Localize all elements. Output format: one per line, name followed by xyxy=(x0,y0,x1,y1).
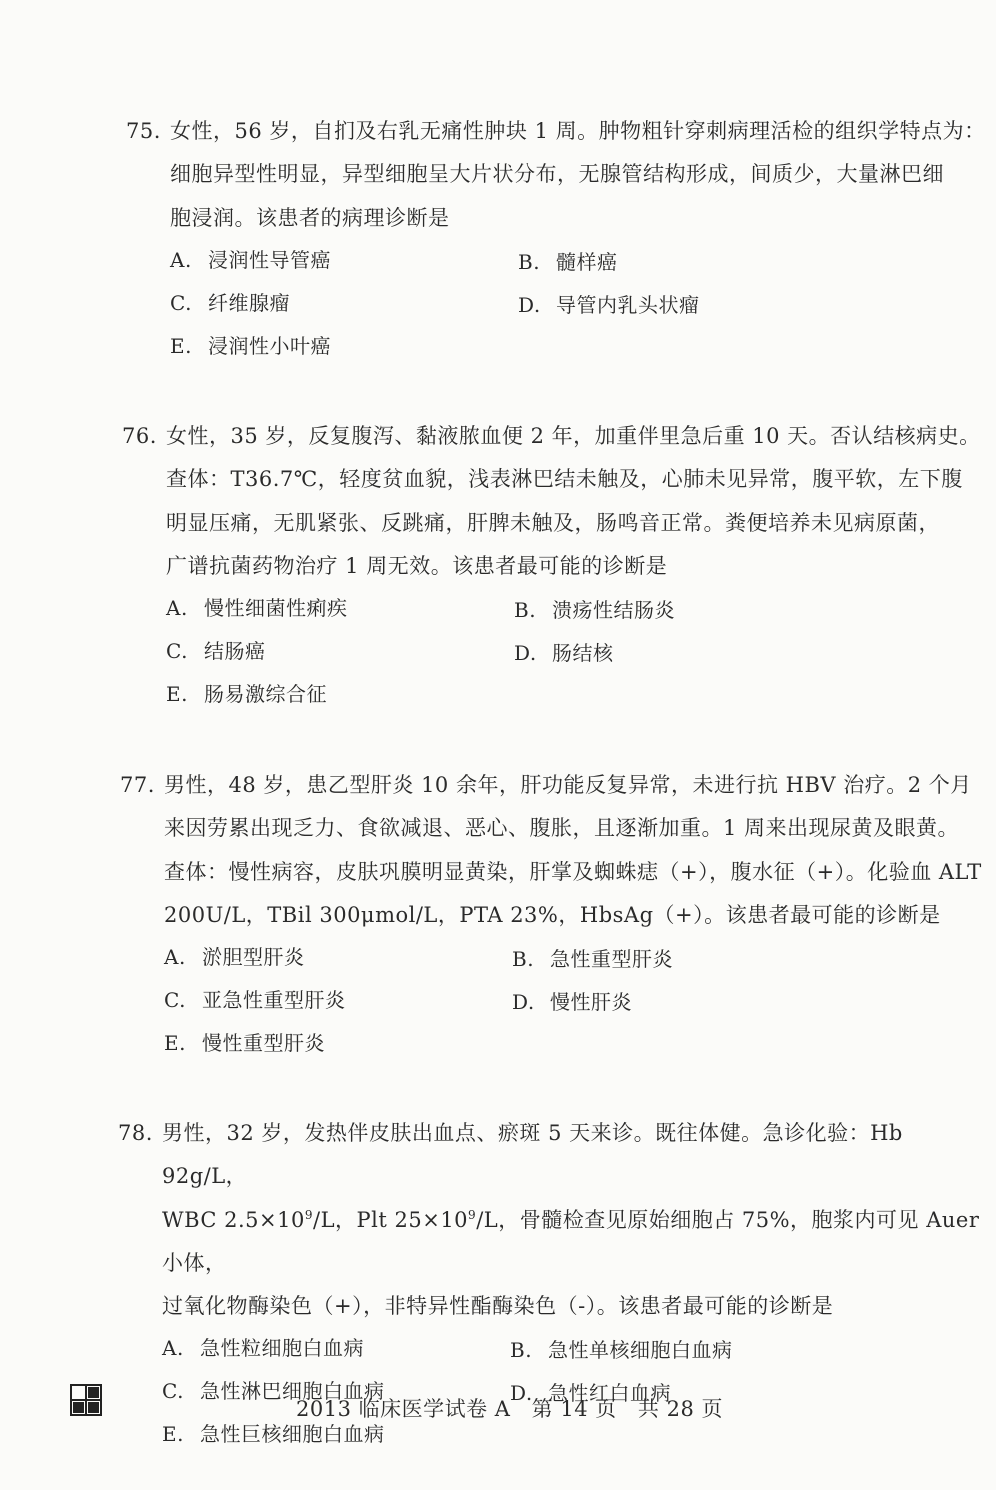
question-number: 75. xyxy=(126,119,161,143)
option-a[interactable]: A. 急性粒细胞白血病 xyxy=(162,1336,364,1361)
stem-line: 女性，56 岁，自扪及右乳无痛性肿块 1 周。肿物粗针穿刺病理活检的组织学特点为： xyxy=(170,119,986,143)
option-d[interactable]: D. 急性红白血病 xyxy=(510,1381,671,1406)
option-list xyxy=(170,240,990,370)
question-number: 76. xyxy=(122,424,157,448)
question-stem xyxy=(120,764,984,937)
page-number: 第 14 页 xyxy=(531,1397,617,1421)
option-e[interactable]: E. 急性巨核细胞白血病 xyxy=(162,1422,385,1447)
stem-line: 查体：慢性病容，皮肤巩膜明显黄染，肝掌及蜘蛛痣（+），腹水征（+）。化验血 ALT xyxy=(164,859,982,884)
stem-line: 胞浸润。该患者的病理诊断是 xyxy=(170,205,450,230)
stem-line: 男性，48 岁，患乙型肝炎 10 余年，肝功能反复异常，未进行抗 HBV 治疗。2 个月 xyxy=(164,773,972,797)
question-stem xyxy=(126,110,990,240)
stem-line: 查体：T36.7℃，轻度贫血貌，浅表淋巴结未触及，心肺未见异常，腹平软，左下腹 xyxy=(166,467,963,492)
question-75 xyxy=(126,110,990,370)
option-e[interactable]: E. 慢性重型肝炎 xyxy=(164,1031,325,1056)
option-b[interactable]: B. 急性单核细胞白血病 xyxy=(510,1338,733,1363)
stem-line: 明显压痛，无肌紧张、反跳痛，肝脾未触及，肠鸣音正常。粪便培养未见病原菌， xyxy=(166,510,940,535)
stem-line: 来因劳累出现乏力、食欲减退、恶心、腹胀，且逐渐加重。1 周来出现尿黄及眼黄。 xyxy=(164,816,960,841)
option-d[interactable]: D. 肠结核 xyxy=(514,641,614,666)
stem-line: 女性，35 岁，反复腹泻、黏液脓血便 2 年，加重伴里急后重 10 天。否认结核病史。 xyxy=(166,424,981,448)
question-77 xyxy=(120,764,984,1067)
option-e[interactable]: E. 浸润性小叶癌 xyxy=(170,333,331,358)
question-stem xyxy=(122,415,986,588)
option-c[interactable]: C. 急性淋巴细胞白血病 xyxy=(162,1379,385,1404)
stem-line: 细胞异型性明显，异型细胞呈大片状分布，无腺管结构形成，间质少，大量淋巴细 xyxy=(170,162,944,187)
option-b[interactable]: B. 急性重型肝炎 xyxy=(512,947,673,972)
stem-line: WBC $2.5\times 10^9/L$，Plt $25\times 10^9/L$，骨髓检查见原始细胞占 75%，胞浆内可见 Auer 小体， xyxy=(162,1207,980,1275)
option-a[interactable]: A. 慢性细菌性痢疾 xyxy=(166,596,348,621)
question-number: 77. xyxy=(120,773,155,797)
option-c[interactable]: C. 结肠癌 xyxy=(166,639,266,664)
exam-title: 2013 临床医学试卷 A xyxy=(296,1397,511,1421)
option-list xyxy=(164,937,984,1067)
option-c[interactable]: C. 亚急性重型肝炎 xyxy=(164,988,346,1013)
stem-line: 广谱抗菌药物治疗 1 周无效。该患者最可能的诊断是 xyxy=(166,553,668,578)
option-list xyxy=(166,588,986,718)
option-c[interactable]: C. 纤维腺瘤 xyxy=(170,290,290,315)
page-footer xyxy=(296,1393,737,1423)
question-stem xyxy=(118,1112,982,1328)
stem-line: 男性，32 岁，发热伴皮肤出血点、瘀斑 5 天来诊。既往体健。急诊化验：Hb 92g/L， xyxy=(162,1121,903,1189)
option-a[interactable]: A. 浸润性导管癌 xyxy=(170,247,331,272)
question-76 xyxy=(122,415,986,718)
option-d[interactable]: D. 慢性肝炎 xyxy=(512,990,632,1015)
question-number: 78. xyxy=(118,1121,153,1145)
option-d[interactable]: D. 导管内乳头状瘤 xyxy=(518,292,700,317)
option-e[interactable]: E. 肠易激综合征 xyxy=(166,682,327,707)
option-b[interactable]: B. 溃疡性结肠炎 xyxy=(514,598,675,623)
option-a[interactable]: A. 淤胆型肝炎 xyxy=(164,945,305,970)
stem-line: 过氧化物酶染色（+），非特异性酯酶染色（-）。该患者最可能的诊断是 xyxy=(162,1294,834,1319)
scan-marker-icon xyxy=(70,1384,102,1416)
stem-line: 200U/L，TBil 300μmol/L，PTA 23%，HbsAg（+）。该患者最可能的诊断是 xyxy=(164,902,941,927)
option-b[interactable]: B. 髓样癌 xyxy=(518,249,618,274)
page-total: 共 28 页 xyxy=(637,1397,723,1421)
